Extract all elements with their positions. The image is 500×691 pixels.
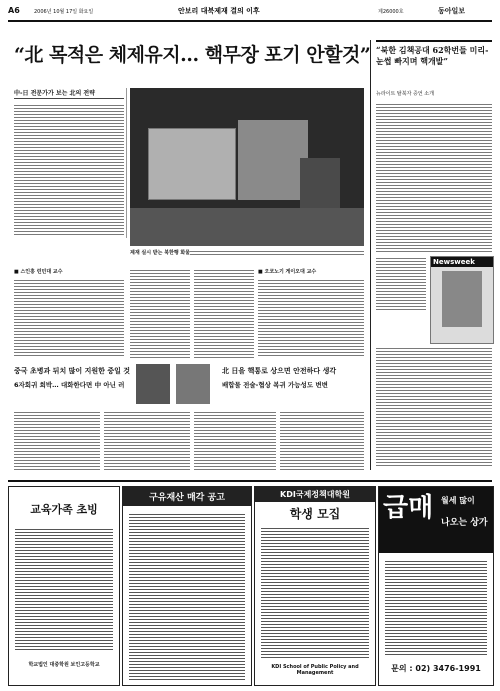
ad4-big: 급매 [383, 493, 434, 523]
photo-caption-text [190, 249, 364, 255]
photo-ground [130, 208, 364, 246]
lead-rule [14, 98, 124, 99]
ad-kdi[interactable] [254, 486, 376, 686]
portrait-okonogi [176, 364, 210, 404]
header-rule [8, 20, 492, 22]
right-column-divider [370, 40, 371, 470]
col-divider-1 [126, 88, 127, 238]
ad1-body [15, 527, 113, 651]
section-head-okonogi: ■ 오코노기 게이오대 교수 [258, 269, 317, 275]
body-lower-3 [194, 410, 276, 472]
ad3-title: KDI국제정책대학원 [255, 487, 375, 502]
subtitle-japan-1: 北 日을 핵통로 상으면 안전하다 생각 [222, 367, 337, 375]
ad-state-property[interactable] [122, 486, 252, 686]
issue-date: 2006년 10월 17일 화요일 [34, 9, 94, 15]
ad4-phone: 문의 : 02) 3476-1991 [391, 664, 481, 673]
subtitle-china-1: 중국 초병과 뒤치 많이 지원한 중일 것 [14, 367, 131, 375]
ad4-body [385, 559, 487, 657]
news-photo [130, 88, 364, 246]
main-headline: “北 목적은 체제유지… 핵무장 포기 안할것” [14, 44, 371, 66]
newsweek-cover [430, 256, 494, 344]
newsweek-cover-image [442, 271, 482, 327]
body-lower-1 [14, 410, 100, 472]
right-column-subtitle: 뉴라이트 탈북자 증언 소개 [376, 91, 434, 97]
issue-number: 제26000호 [378, 9, 404, 15]
photo-container-truck-2 [238, 120, 308, 200]
body-col-1 [14, 278, 124, 358]
right-column-title-box [376, 40, 492, 88]
page-number: A6 [8, 6, 20, 15]
lead-body-text [14, 103, 124, 235]
subtitle-japan-2: 배합물 전술-협상 복귀 가능성도 변변 [222, 381, 328, 389]
photo-container-truck [148, 128, 236, 200]
body-lower-4 [280, 410, 364, 472]
ad2-body [129, 512, 245, 682]
section-head-shi: ■ 스인훙 런민대 교수 [14, 269, 63, 275]
ad-boin-school[interactable] [8, 486, 120, 686]
right-column-body-1 [376, 102, 492, 252]
right-column-title: “북한 김책공대 62학번들 미리-눈썹 빠지며 핵개발” [376, 45, 489, 66]
ads-divider [8, 480, 492, 482]
portrait-shi [136, 364, 170, 404]
body-col-2 [130, 268, 190, 358]
section-title: 안보리 대북제재 결의 이후 [178, 7, 260, 15]
lead-subhead: 中-日 전문가가 보는 北의 전략 [14, 90, 96, 97]
newsweek-logo: Newsweek [431, 257, 493, 267]
ad1-title: 교육가족 초빙 [30, 503, 98, 516]
ad4-banner [379, 487, 493, 553]
ad3-footer: KDI School of Public Policy and Management [271, 664, 359, 676]
ad4-sub: 나오는 상가 [441, 518, 488, 528]
body-lower-2 [104, 410, 190, 472]
photo-caption: 제재 실시 받는 북한행 화물 [130, 250, 191, 256]
ad3-subtitle: 학생 모집 [289, 507, 341, 521]
page-header [8, 6, 492, 20]
body-col-3 [194, 268, 254, 358]
ad2-title: 구유재산 매각 공고 [123, 487, 251, 506]
right-column-body-3 [376, 346, 492, 468]
ad-store-sale[interactable] [378, 486, 494, 686]
ad3-body [261, 526, 369, 660]
ad4-line1: 월세 많이 [441, 496, 475, 505]
ad1-footer: 학교법인 대중학원 보인고등학교 [28, 662, 100, 668]
subtitle-china-2: 6자회귀 희박… 대화한다면 中 아닌 러 [14, 381, 125, 389]
right-column-body-2 [376, 256, 426, 310]
body-col-4 [258, 278, 364, 358]
paper-name: 동아일보 [438, 7, 466, 15]
